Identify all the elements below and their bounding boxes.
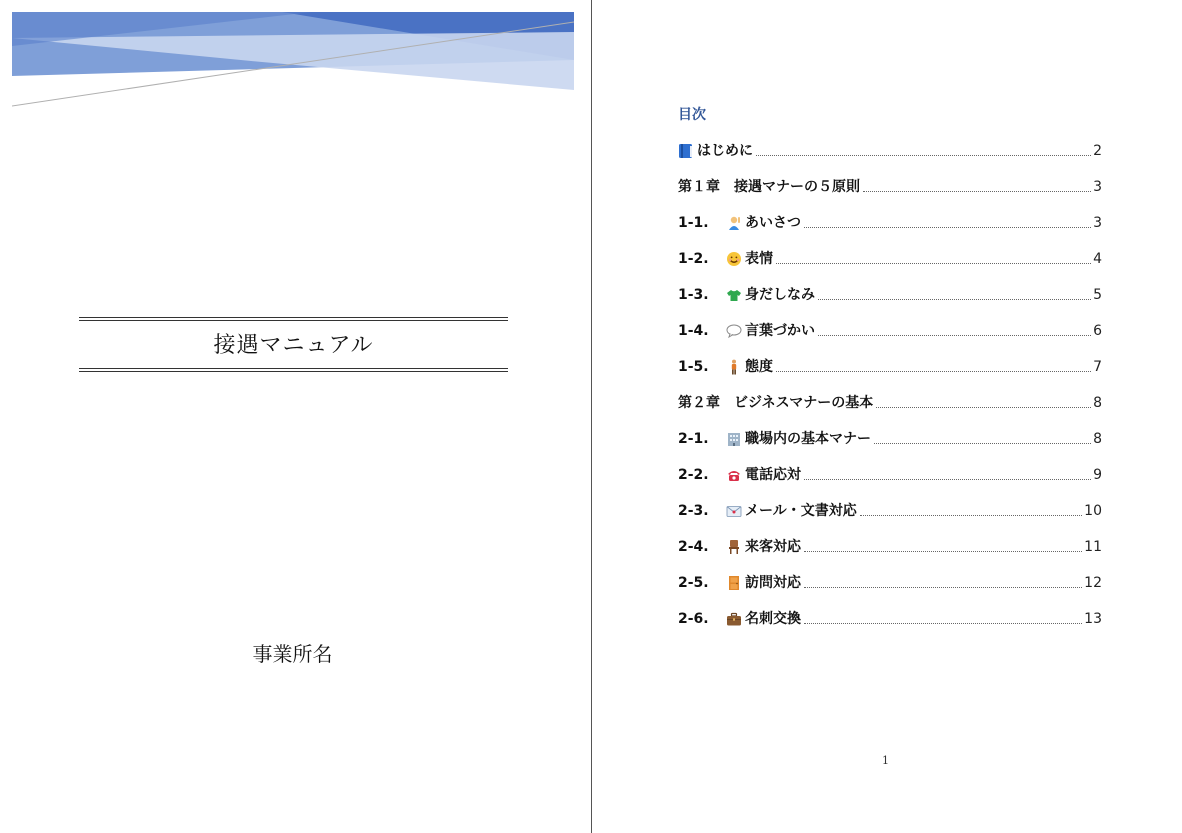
document-title: 接遇マニュアル — [213, 333, 374, 358]
toc-entry[interactable]: 2-1. 職場内の基本マナー 8 — [678, 431, 1102, 447]
toc-entry[interactable]: 2-5. 訪問対応 12 — [678, 575, 1102, 591]
company-name: 事業所名 — [252, 642, 333, 666]
toc-entry[interactable]: 2-4. 来客対応 11 — [678, 539, 1102, 555]
toc-entry[interactable]: 1-4. 言葉づかい 6 — [678, 323, 1102, 339]
speech-bubble-icon — [726, 323, 742, 339]
chair-icon — [726, 539, 742, 555]
toc-entry-chapter[interactable]: 第２章 ビジネスマナーの基本 8 — [678, 395, 1102, 411]
office-building-icon — [726, 431, 742, 447]
briefcase-icon — [726, 611, 742, 627]
envelope-icon — [726, 503, 742, 519]
waving-person-icon — [726, 215, 742, 231]
cover-title-box — [79, 317, 508, 372]
toc-entry[interactable]: はじめに 2 — [678, 140, 1102, 160]
toc-entry[interactable]: 2-6. 名刺交換 13 — [678, 611, 1102, 627]
blue-book-icon — [678, 143, 694, 159]
toc-entry-chapter[interactable]: 第１章 接遇マナーの５原則 3 — [678, 179, 1102, 195]
toc-entry[interactable]: 2-2. 電話応対 9 — [678, 467, 1102, 483]
toc-heading: 目次 — [678, 107, 706, 123]
toc-entry[interactable]: 1-3. 身だしなみ 5 — [678, 287, 1102, 303]
t-shirt-icon — [726, 287, 742, 303]
smiling-face-icon — [726, 251, 742, 267]
door-icon — [726, 575, 742, 591]
toc-entry[interactable]: 2-3. メール・文書対応 10 — [678, 503, 1102, 519]
cover-banner — [12, 12, 574, 108]
toc-entry[interactable]: 1-1. あいさつ 3 — [678, 215, 1102, 231]
page-number: 1 — [882, 754, 889, 767]
toc-entry[interactable]: 1-5. 態度 7 — [678, 359, 1102, 375]
telephone-icon — [726, 467, 742, 483]
standing-person-icon — [726, 359, 742, 375]
toc-entry[interactable]: 1-2. 表情 4 — [678, 251, 1102, 267]
toc-page — [592, 0, 1182, 833]
